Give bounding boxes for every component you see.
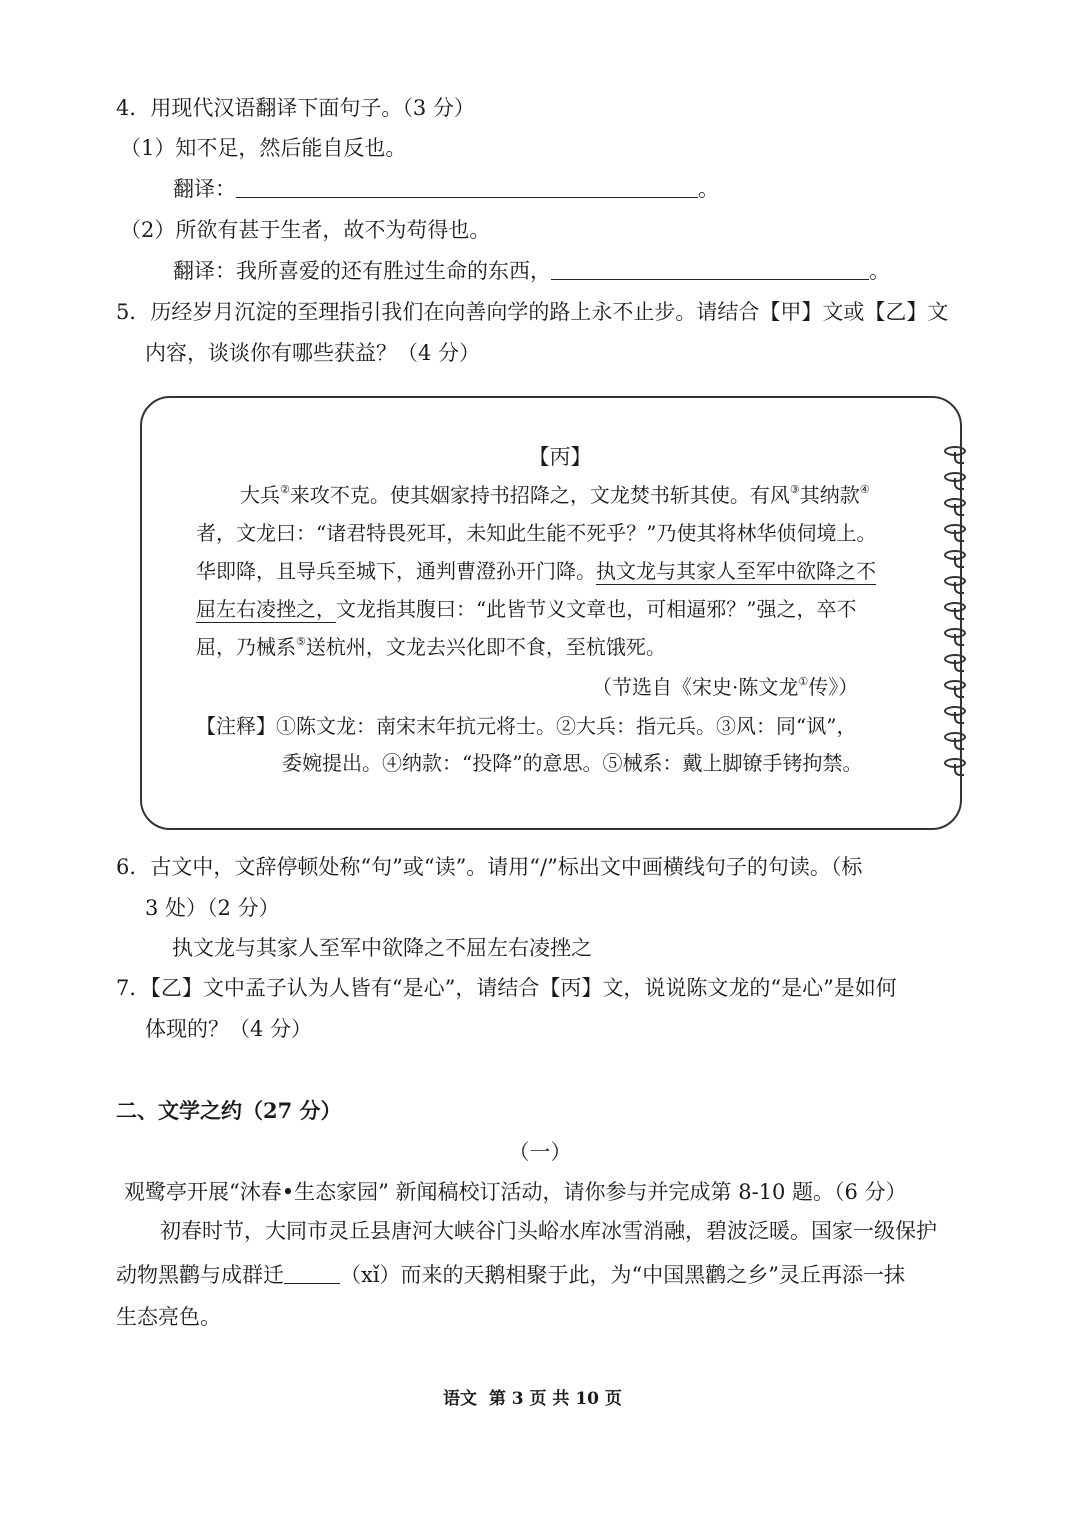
section2-heading: 二、文学之约（27 分） (116, 1098, 342, 1123)
q7-line1: 7．【乙】文中孟子认为人皆有“是心”，请结合【丙】文，说说陈文龙的“是心”是如何 (116, 976, 897, 1000)
passage-source: （节选自《宋史·陈文龙①传》） (592, 675, 859, 699)
underlined-sentence-part2: 屈左右凌挫之， (196, 597, 336, 621)
passage-notes-1: 【注释】①陈文龙：南宋末年抗元将士。②大兵：指元兵。③风：同“讽”， (196, 714, 857, 738)
section2-sub: （一） (508, 1140, 572, 1164)
news-line-3: 生态亮色。 (116, 1305, 221, 1329)
passage-line-4: 屈左右凌挫之，文龙指其腹曰：“此皆节义文章也，可相逼邪？”强之，卒不 (196, 597, 857, 621)
underlined-sentence-part1: 执文龙与其家人至军中欲降之不 (596, 559, 876, 583)
q4-stem: 4．用现代汉语翻译下面句子。（3 分） (116, 96, 475, 120)
q4-item2: （2）所欲有甚于生者，故不为苟得也。 (120, 218, 491, 242)
q4-item2-answer (173, 256, 890, 286)
q4-item2-end: 。 (869, 259, 890, 283)
page-footer: 语文 第 3 页 共 10 页 (443, 1389, 622, 1409)
passage-line-2: 者，文龙曰：“诸君特畏死耳，未知此生能不死乎？”乃使其将林华侦伺境上。 (196, 521, 877, 545)
q5-line2: 内容，谈谈你有哪些获益？（4 分） (145, 341, 481, 365)
q6-line1: 6．古文中，文辞停顿处称“句”或“读”。请用“/”标出文中画横线句子的句读。（标 (116, 855, 863, 879)
q4-item1-blank[interactable] (236, 175, 698, 198)
q4-item1-end: 。 (698, 177, 719, 201)
news-line-2: 动物黑鹳与成群迁 （xǐ）而来的天鹅相聚于此，为“中国黑鹳之乡”灵丘再添一抹 (116, 1263, 906, 1287)
news-blank[interactable] (284, 1261, 340, 1284)
passage-line-3: 华即降，且导兵至城下，通判曹澄孙开门降。执文龙与其家人至军中欲降之不 (196, 559, 876, 583)
passage-title: 【丙】 (528, 445, 592, 469)
q5-line1: 5．历经岁月沉淀的至理指引我们在向善向学的路上永不止步。请结合【甲】文或【乙】文 (116, 300, 949, 324)
q4-item1-answer (173, 174, 719, 204)
news-line-1: 初春时节，大同市灵丘县唐河大峡谷门头峪水库冰雪消融，碧波泛暖。国家一级保护 (160, 1219, 937, 1243)
section2-intro: 观鹭亭开展“沐春•生态家园” 新闻稿校订活动，请你参与并完成第 8-10 题。（6 分） (124, 1180, 907, 1204)
passage-notes-2: 委婉提出。④纳款：“投降”的意思。⑤械系：戴上脚镣手铐拘禁。 (282, 751, 863, 775)
q4-item1-label: 翻译： (173, 177, 236, 201)
q4-item2-blank[interactable] (551, 257, 869, 280)
passage-line-1: 大兵②来攻不克。使其姻家持书招降之，文龙焚书斩其使。有风③其纳款④ (240, 483, 870, 507)
q4-item2-label: 翻译：我所喜爱的还有胜过生命的东西， (173, 259, 551, 283)
q6-line2: 3 处）（2 分） (145, 896, 280, 920)
q7-line2: 体现的？（4 分） (145, 1017, 313, 1041)
q6-sentence: 执文龙与其家人至军中欲降之不屈左右凌挫之 (172, 936, 592, 960)
passage-line-5: 屈，乃械系⑤送杭州，文龙去兴化即不食，至杭饿死。 (196, 635, 666, 659)
q4-item1: （1）知不足，然后能自反也。 (120, 136, 407, 160)
